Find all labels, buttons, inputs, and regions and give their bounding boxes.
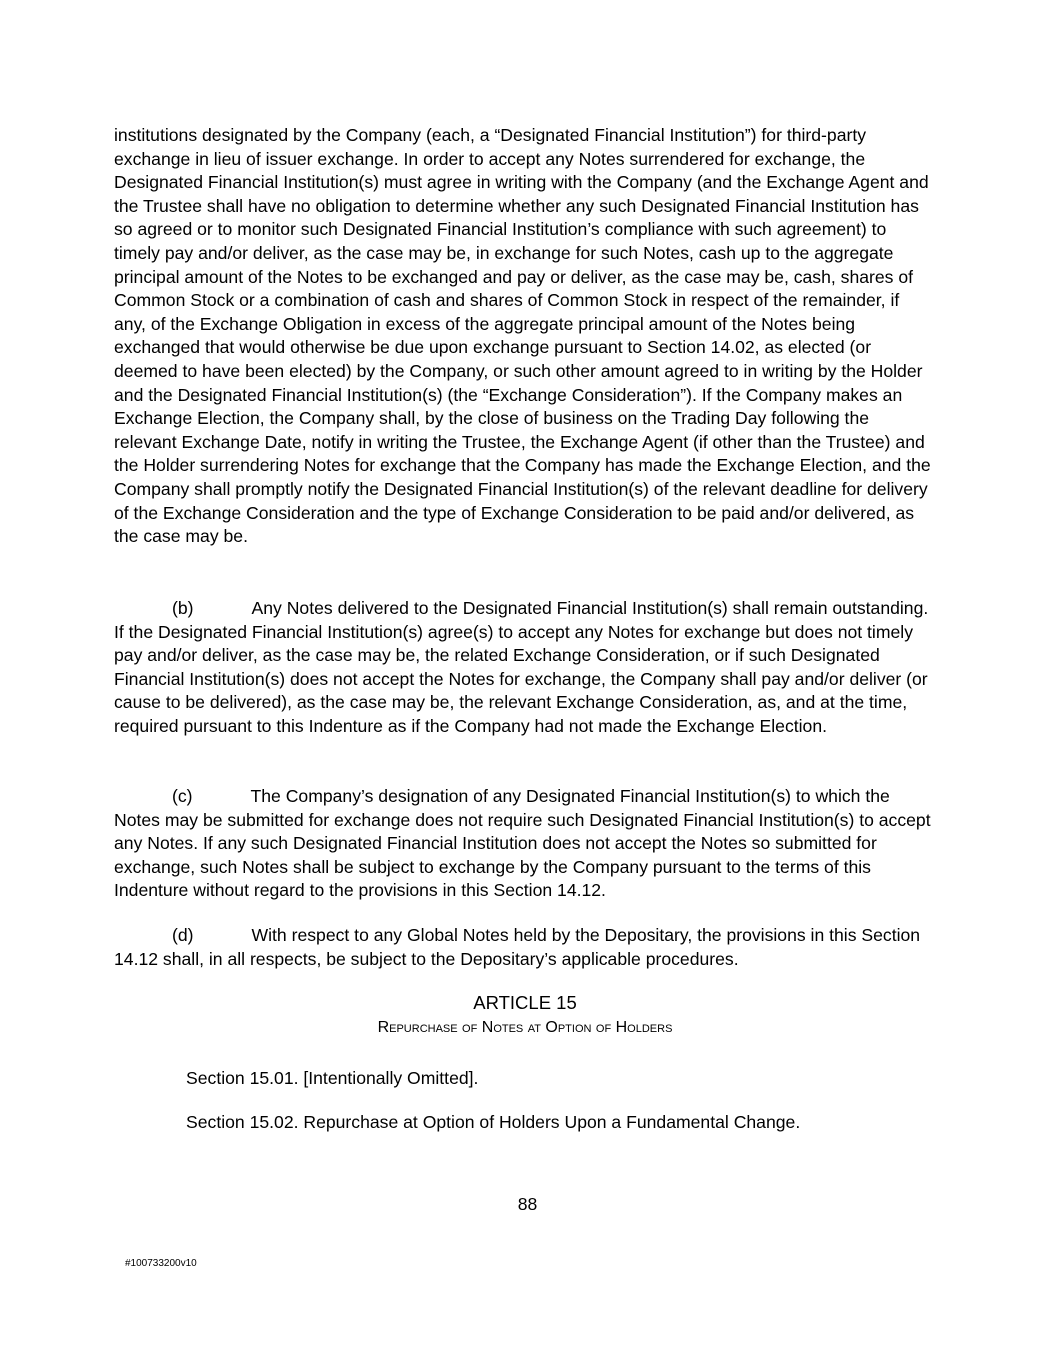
paragraph-d — [114, 924, 936, 971]
article-subtitle: Repurchase of Notes at Option of Holders — [377, 1019, 673, 1036]
paragraph-d-text: With respect to any Global Notes held by the Depositary, the provisions in this Section 14.12 shall, in all respects, be subject to the Depositary’s applicable procedures. — [114, 925, 921, 969]
paragraph-b-text: Any Notes delivered to the Designated Financial Institution(s) shall remain outstanding. If the Designated Financial Institution(s) agree(s) to accept any Notes for exchange but does not timely pay and/or deliver, as the case may be, the related Exchange Consideration, or if such Designated Financial Institution(s) does not accept the Notes for exchange, the Company shall pay and/or deliver (or cause to be delivered), as the case may be, the relevant Exchange Consideration, as, and at the time, required pursuant to this Indenture as if the Company had not made the Exchange Election. — [114, 598, 929, 736]
paragraph-b-label: (b) — [172, 598, 194, 618]
section-15-01-heading: Section 15.01. [Intentionally Omitted]. — [186, 1068, 479, 1088]
document-id: #100733200v10 — [125, 1258, 197, 1269]
section-15-02-heading: Section 15.02. Repurchase at Option of Holders Upon a Fundamental Change. — [186, 1112, 801, 1132]
page-number: 88 — [517, 1194, 538, 1214]
paragraph-c-text: The Company’s designation of any Designated Financial Institution(s) to which the Notes may be submitted for exchange does not require such Designated Financial Institution(s) to accept any Notes. If any such Designated Financial Institution does not accept the Notes so submitted for exchange, such Notes shall be subject to exchange by the Company pursuant to the terms of this Indenture without regard to the provisions in this Section 14.12. — [114, 786, 931, 901]
paragraph-c — [114, 785, 936, 903]
article-title: ARTICLE 15 — [473, 992, 577, 1013]
paragraph-b — [114, 597, 936, 739]
paragraph-c-label: (c) — [172, 786, 193, 806]
paragraph-a-continuation: institutions designated by the Company (each, a “Designated Financial Institution”) for third-party exchange in lieu of issuer exchange. In order to accept any Notes surrendered for exchange, the Designated Financial Institution(s) must agree in writing with the Company (and the Exchange Agent and the Trustee shall have no obligation to determine whether any such Designated Financial Institution has so agreed or to monitor such Designated Financial Institution’s compliance with such agreement) to timely pay and/or deliver, as the case may be, in exchange for such Notes, cash up to the aggregate principal amount of the Notes to be exchanged and pay or deliver, as the case may be, cash, shares of Common Stock or a combination of cash and shares of Common Stock in respect of the remainder, if any, of the Exchange Obligation in excess of the aggregate principal amount of the Notes being exchanged that would otherwise be due upon exchange pursuant to Section 14.02, as elected (or deemed to have been elected) by the Company, or such other amount agreed to in writing by the Holder and the Designated Financial Institution(s) (the “Exchange Consideration”). If the Company makes an Exchange Election, the Company shall, by the close of business on the Trading Day following the relevant Exchange Date, notify in writing the Trustee, the Exchange Agent (if other than the Trustee) and the Holder surrendering Notes for exchange that the Company has made the Exchange Election, and the Company shall promptly notify the Designated Financial Institution(s) of the relevant deadline for delivery of the Exchange Consideration and the type of Exchange Consideration to be paid and/or delivered, as the case may be. — [114, 125, 931, 547]
paragraph-d-label: (d) — [172, 925, 194, 945]
